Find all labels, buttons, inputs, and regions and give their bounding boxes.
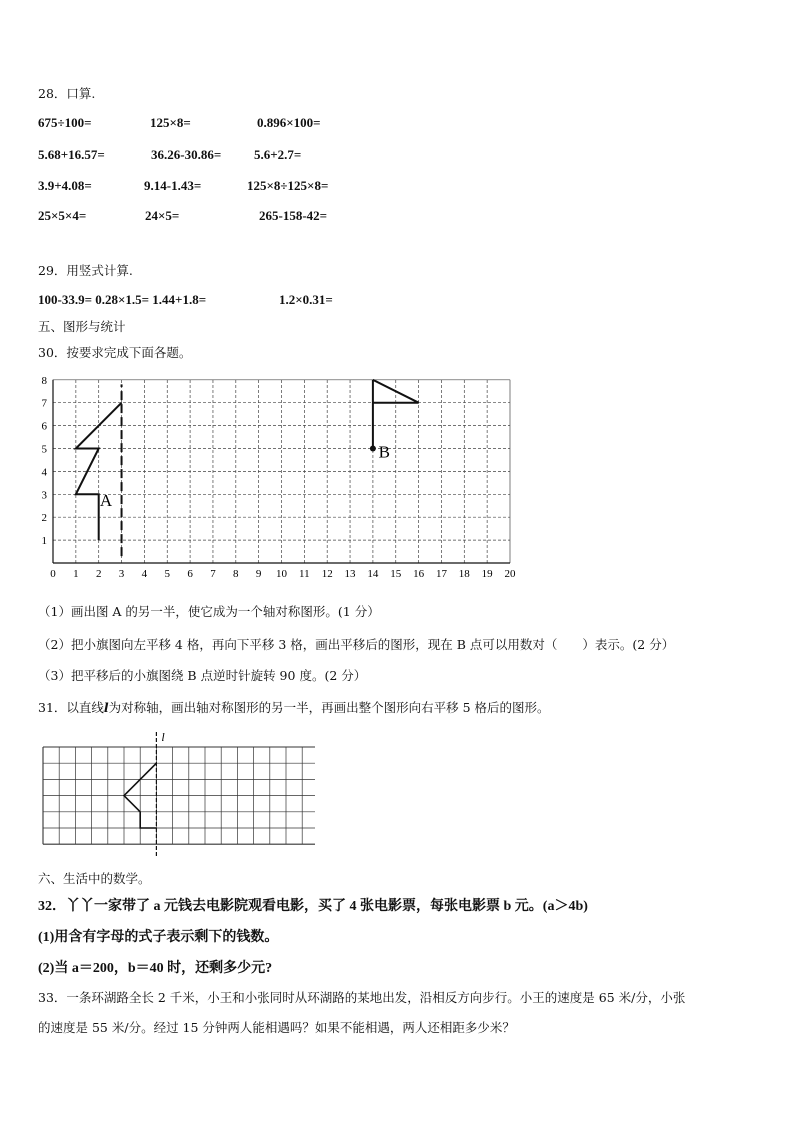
q31-title: [38, 698, 550, 716]
point-b: [370, 446, 376, 452]
x-tick-label: 15: [390, 568, 402, 580]
y-tick-label: 7: [41, 397, 47, 410]
x-tick-label: 14: [367, 568, 379, 580]
q31-title-var: l: [103, 700, 109, 715]
x-tick-label: 10: [276, 568, 287, 580]
q30-coordinate-grid: [30, 368, 530, 583]
q30-sub3: （3）把平移后的小旗图绕 B 点逆时针旋转 90 度。(2 分）: [38, 668, 367, 683]
q28-r2c2: 36.26-30.86=: [151, 147, 222, 162]
q31-title-pre: 31．以直线: [38, 700, 104, 715]
x-tick-label: 2: [95, 568, 102, 580]
y-tick-label: 2: [41, 512, 47, 525]
q28-r1c3: 0.896×100=: [257, 115, 321, 130]
q30-sub1: （1）画出图 A 的另一半，使它成为一个轴对称图形。(1 分）: [38, 604, 380, 619]
x-tick-label: 16: [413, 568, 425, 580]
x-tick-label: 20: [504, 568, 516, 580]
x-tick-label: 4: [141, 568, 148, 580]
q31-square-grid: [40, 730, 315, 860]
x-tick-label: 8: [233, 568, 239, 580]
x-tick-label: 1: [73, 568, 79, 580]
axis-label-l: l: [161, 730, 165, 744]
x-tick-label: 0: [50, 568, 56, 580]
x-tick-label: 5: [164, 568, 170, 580]
point-b-label: B: [378, 442, 390, 462]
q28-r1c2: 125×8=: [150, 115, 191, 130]
q32-part1: (1)用含有字母的式子表示剩下的钱数。: [38, 930, 279, 945]
x-tick-label: 19: [481, 568, 493, 580]
q28-title: 28．口算.: [38, 86, 96, 101]
y-tick-label: 6: [41, 420, 47, 433]
y-tick-label: 8: [41, 374, 47, 387]
q28-r4c1: 25×5×4=: [38, 208, 87, 223]
q28-r3c1: 3.9+4.08=: [38, 178, 92, 193]
x-tick-label: 18: [458, 568, 470, 580]
flag-triangle: [373, 380, 419, 403]
x-tick-label: 13: [344, 568, 356, 580]
q29-title: 29．用竖式计算.: [38, 263, 133, 278]
q31-title-post: 为对称轴，画出轴对称图形的另一半，再画出整个图形向右平移 5 格后的图形。: [108, 700, 550, 715]
q29-line: 100-33.9= 0.28×1.5= 1.44+1.8=: [38, 292, 207, 307]
x-tick-label: 7: [210, 568, 216, 580]
q30-title: 30．按要求完成下面各题。: [38, 345, 192, 360]
q28-r3c3: 125×8÷125×8=: [247, 178, 329, 193]
x-tick-label: 3: [118, 568, 125, 580]
x-tick-label: 17: [435, 568, 447, 580]
x-tick-label: 9: [255, 568, 262, 580]
q30-sub2: （2）把小旗图向左平移 4 格，再向下平移 3 格，画出平移后的图形，现在 B 点可以用数对（ ）表示。(2 分）: [38, 637, 675, 652]
q28-r3c2: 9.14-1.43=: [144, 178, 202, 193]
q32-part2: (2)当 a＝200，b＝40 时，还剩多少元?: [38, 961, 273, 976]
q32-title: 32．丫丫一家带了 a 元钱去电影院观看电影，买了 4 张电影票，每张电影票 b 元。(a＞4b): [38, 899, 588, 914]
q28-r1c1: 675÷100=: [38, 115, 92, 130]
section-5-heading: 五、图形与统计: [38, 319, 126, 334]
shape-a-label: A: [99, 490, 113, 510]
y-tick-label: 5: [41, 443, 47, 456]
y-tick-label: 3: [41, 489, 47, 502]
q33-line2: 的速度是 55 米/分。经过 15 分钟两人能相遇吗？如果不能相遇，两人还相距多少米？: [38, 1020, 515, 1035]
q28-r4c3: 265-158-42=: [259, 208, 328, 223]
x-tick-label: 6: [187, 568, 193, 580]
q33-line1: 33．一条环湖路全长 2 千米，小王和小张同时从环湖路的某地出发，沿相反方向步行。小王的速度是 65 米/分，小张: [38, 990, 686, 1005]
q28-r4c2: 24×5=: [145, 208, 180, 223]
y-tick-label: 1: [41, 535, 47, 548]
x-tick-label: 11: [299, 568, 310, 580]
x-tick-label: 12: [321, 568, 333, 580]
q29-last: 1.2×0.31=: [279, 292, 333, 307]
section-6-heading: 六、生活中的数学。: [38, 871, 151, 886]
y-tick-label: 4: [41, 466, 47, 479]
q28-r2c3: 5.6+2.7=: [254, 147, 302, 162]
q28-r2c1: 5.68+16.57=: [38, 147, 105, 162]
